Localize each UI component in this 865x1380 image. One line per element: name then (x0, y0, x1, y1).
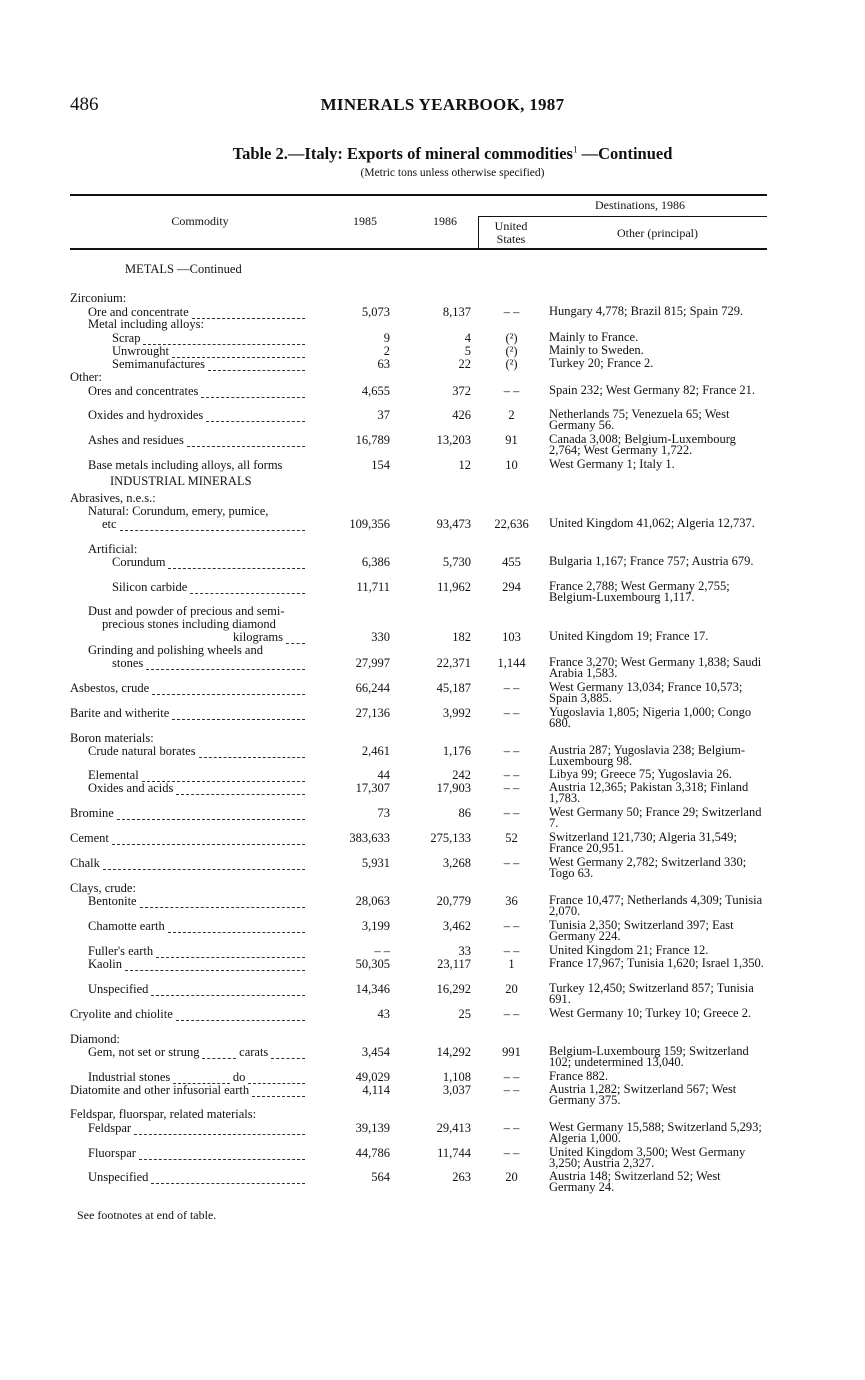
commodity-cell (88, 1147, 305, 1160)
dot-leader (168, 559, 305, 569)
value-united-states: 2 (508, 408, 515, 422)
destinations-other: France 10,477; Netherlands 4,309; Tunisia 2,070. (549, 893, 763, 918)
value-1986: 242 (452, 768, 471, 782)
dot-leader (248, 1074, 305, 1084)
commodity-label: Other: (70, 370, 102, 384)
value-united-states: – – (503, 1007, 520, 1021)
table-row (0, 556, 865, 570)
dot-leader (208, 361, 305, 371)
commodity-label: Artificial: (88, 542, 138, 556)
destinations-other: Turkey 12,450; Switzerland 857; Tunisia 691. (549, 981, 754, 1006)
dot-leader (201, 388, 305, 398)
value-1985: 44,786 (355, 1146, 390, 1160)
value-1986: 22,371 (436, 656, 471, 670)
dot-leader (140, 898, 305, 908)
commodity-cell (88, 895, 305, 908)
commodity-label: Diatomite and other infusorial earth (70, 1083, 250, 1097)
value-united-states: – – (503, 768, 520, 782)
header-1986: 1986 (433, 214, 457, 228)
table-row (0, 780, 865, 805)
value-1986: 93,473 (436, 517, 471, 531)
value-1985: 5,073 (361, 305, 390, 319)
value-1986: 13,203 (436, 433, 471, 447)
commodity-label: Chamotte earth (88, 919, 165, 933)
commodity-label: Elemental (88, 768, 139, 782)
value-united-states: – – (503, 384, 520, 398)
dot-leader (202, 1049, 236, 1059)
commodity-label: Ore and concentrate (88, 305, 189, 319)
value-1986: 22 (458, 357, 471, 371)
value-1986: 3,268 (442, 856, 471, 870)
destinations-other: West Germany 13,034; France 10,573; Spain 3,885. (549, 680, 743, 705)
commodity-label: Corundum (112, 555, 166, 569)
destinations-other: Bulgaria 1,167; France 757; Austria 679. (549, 554, 754, 568)
value-united-states: 991 (502, 1045, 521, 1059)
value-1985: 4,114 (362, 1083, 390, 1097)
table-row (0, 518, 865, 532)
destinations-other: Switzerland 121,730; Algeria 31,549; France 20,951. (549, 830, 737, 855)
commodity-cell (88, 1122, 305, 1135)
commodity-cell (70, 832, 305, 845)
table-subtitle: (Metric tons unless otherwise specified) (360, 167, 545, 179)
value-1986: 11,744 (437, 1146, 471, 1160)
value-1986: 5 (464, 344, 471, 358)
commodity-cell (102, 518, 305, 531)
value-1986: 29,413 (436, 1121, 471, 1135)
commodity-label: METALS —Continued (125, 262, 242, 276)
dot-leader (151, 986, 305, 996)
value-united-states: 103 (502, 630, 521, 644)
commodity-cell (88, 459, 282, 472)
dot-leader (112, 835, 305, 845)
destinations-other: Netherlands 75; Venezuela 65; West Germany 56. (549, 407, 730, 432)
table-row (0, 1044, 865, 1069)
commodity-cell (112, 556, 305, 569)
value-1986: 23,117 (437, 957, 471, 971)
value-1985: 9 (383, 331, 390, 345)
dot-leader (252, 1087, 305, 1097)
value-1985: 11,711 (356, 580, 390, 594)
dot-leader (187, 437, 305, 447)
value-1985: 49,029 (355, 1070, 390, 1084)
value-1985: 3,454 (361, 1045, 390, 1059)
commodity-label: Oxides and acids (88, 781, 174, 795)
dot-leader (199, 748, 305, 758)
value-1986: 12 (458, 458, 471, 472)
destinations-other: France 17,967; Tunisia 1,620; Israel 1,350. (549, 956, 764, 970)
commodity-label: Fluorspar (88, 1146, 136, 1160)
value-1985: 16,789 (355, 433, 390, 447)
united-states-divider (478, 216, 479, 248)
dot-leader (125, 961, 305, 971)
value-united-states: (²) (505, 357, 518, 371)
commodity-label: Fuller's earth (88, 944, 154, 958)
destinations-rule (478, 216, 767, 217)
commodity-label: Base metals including alloys, all forms (88, 458, 283, 472)
dot-leader (176, 1011, 305, 1021)
table-row (0, 1008, 865, 1022)
destinations-other: Spain 232; West Germany 82; France 21. (549, 383, 756, 397)
header-1985: 1985 (353, 214, 377, 228)
destinations-other: France 3,270; West Germany 1,838; Saudi Arabia 1,583. (549, 655, 762, 680)
value-1986: 14,292 (436, 1045, 471, 1059)
table-row (0, 918, 865, 943)
destinations-other: Austria 1,282; Switzerland 567; West Germany 375. (549, 1082, 737, 1107)
commodity-cell (110, 475, 252, 488)
value-united-states: 91 (505, 433, 518, 447)
value-united-states: (²) (505, 344, 518, 358)
dot-leader (151, 1174, 305, 1184)
value-1985: – – (374, 944, 390, 958)
table-row (0, 358, 865, 372)
commodity-label: Industrial stones (88, 1070, 171, 1084)
destinations-other: West Germany 10; Turkey 10; Greece 2. (549, 1006, 752, 1020)
commodity-label: Natural: Corundum, emery, pumice, (88, 504, 269, 518)
value-united-states: – – (503, 706, 520, 720)
value-1985: 27,997 (355, 656, 390, 670)
value-united-states: – – (503, 919, 520, 933)
table-row (0, 855, 865, 880)
commodity-label: Asbestos, crude (70, 681, 150, 695)
commodity-cell (112, 581, 305, 594)
dot-leader (206, 412, 305, 422)
commodity-cell (112, 657, 305, 670)
commodity-cell (88, 385, 305, 398)
dot-leader (134, 1125, 305, 1135)
dot-leader (156, 948, 305, 958)
value-1986: 4 (464, 331, 471, 345)
value-united-states: 22,636 (494, 517, 529, 531)
value-1986: 263 (452, 1170, 471, 1184)
destinations-other: France 2,788; West Germany 2,755; Belgium-Luxembourg 1,117. (549, 579, 730, 604)
commodity-label: Kaolin (88, 957, 123, 971)
value-united-states: 36 (505, 894, 518, 908)
value-1986: 8,137 (442, 305, 471, 319)
commodity-label: Oxides and hydroxides (88, 408, 204, 422)
value-1986: 3,992 (442, 706, 471, 720)
value-1986: 17,903 (436, 781, 471, 795)
unit-label: carats (239, 1045, 269, 1059)
commodity-cell (88, 782, 305, 795)
table-row (0, 459, 865, 473)
value-united-states: 1 (508, 957, 515, 971)
table-row (0, 705, 865, 730)
value-1986: 25 (458, 1007, 471, 1021)
value-united-states: – – (503, 305, 520, 319)
table-row (0, 1145, 865, 1170)
page-number: 486 (70, 94, 99, 115)
value-1985: 109,356 (349, 517, 390, 531)
commodity-cell (88, 920, 305, 933)
commodity-label: INDUSTRIAL MINERALS (110, 474, 252, 488)
commodity-label: Unspecified (88, 1170, 149, 1184)
value-1986: 182 (452, 630, 471, 644)
table-row (0, 475, 865, 489)
commodity-cell (70, 707, 305, 720)
commodity-cell (88, 745, 305, 758)
commodity-label: Unspecified (88, 982, 149, 996)
value-united-states: – – (503, 744, 520, 758)
value-1985: 2,461 (361, 744, 390, 758)
destinations-other: Austria 12,365; Pakistan 3,318; Finland 1,783. (549, 780, 749, 805)
value-1985: 17,307 (355, 781, 390, 795)
table-row (0, 680, 865, 705)
dot-leader (117, 810, 305, 820)
dot-leader (176, 785, 305, 795)
commodity-label: Chalk (70, 856, 100, 870)
destinations-other: Libya 99; Greece 75; Yugoslavia 26. (549, 767, 732, 781)
dot-leader (139, 1150, 305, 1160)
value-united-states: 20 (505, 1170, 518, 1184)
destinations-other: Canada 3,008; Belgium-Luxembourg 2,764; West Germany 1,722. (549, 432, 736, 457)
value-1985: 50,305 (355, 957, 390, 971)
commodity-cell (70, 292, 126, 305)
destinations-other: Yugoslavia 1,805; Nigeria 1,000; Congo 680. (549, 705, 752, 730)
commodity-cell (70, 371, 102, 384)
destinations-other: West Germany 50; France 29; Switzerland 7. (549, 805, 762, 830)
value-united-states: 294 (502, 580, 521, 594)
value-united-states: – – (503, 806, 520, 820)
value-1986: 275,133 (430, 831, 471, 845)
commodity-cell (70, 857, 305, 870)
value-1985: 39,139 (355, 1121, 390, 1135)
value-1986: 1,108 (442, 1070, 471, 1084)
value-1985: 27,136 (355, 706, 390, 720)
value-1986: 3,037 (442, 1083, 471, 1097)
value-1985: 73 (377, 806, 390, 820)
value-1986: 5,730 (442, 555, 471, 569)
destinations-other: West Germany 1; Italy 1. (549, 457, 675, 471)
commodity-cell (70, 682, 305, 695)
table-row (0, 1082, 865, 1107)
commodity-label: Bromine (70, 806, 114, 820)
header-bottom-rule (70, 248, 767, 250)
commodity-cell (88, 318, 204, 331)
value-1985: 330 (371, 630, 390, 644)
table-footnote: See footnotes at end of table. (77, 1208, 217, 1222)
value-1986: 372 (452, 384, 471, 398)
value-1985: 6,386 (361, 555, 390, 569)
commodity-cell (70, 1108, 256, 1121)
commodity-cell (88, 1046, 305, 1059)
dot-leader (103, 860, 305, 870)
value-1985: 63 (377, 357, 390, 371)
commodity-cell (88, 983, 305, 996)
value-1985: 5,931 (361, 856, 390, 870)
commodity-label: Dust and powder of precious and semi- (88, 604, 285, 618)
table-row (0, 618, 865, 632)
table-title-suffix: —Continued (577, 144, 673, 163)
dot-leader (120, 521, 305, 531)
commodity-label: kilograms (233, 630, 283, 644)
top-rule (70, 194, 767, 196)
value-1985: 66,244 (355, 681, 390, 695)
dot-leader (146, 660, 305, 670)
value-united-states: 10 (505, 458, 518, 472)
commodity-label: Bentonite (88, 894, 137, 908)
value-1986: 1,176 (442, 744, 471, 758)
commodity-label: Grinding and polishing wheels and (88, 643, 263, 657)
commodity-label: stones (112, 656, 144, 670)
destinations-other: Austria 287; Yugoslavia 238; Belgium-Luxembourg 98. (549, 743, 746, 768)
table-title-text: Table 2.—Italy: Exports of mineral commodities (232, 144, 573, 163)
value-united-states: – – (503, 1121, 520, 1135)
value-united-states: – – (503, 781, 520, 795)
commodity-label: Zirconium: (70, 291, 127, 305)
commodity-cell (88, 434, 305, 447)
destinations-other: United Kingdom 41,062; Algeria 12,737. (549, 516, 755, 530)
dot-leader (286, 634, 305, 644)
dot-leader (168, 923, 305, 933)
dot-leader (172, 710, 305, 720)
value-united-states: – – (503, 1083, 520, 1097)
commodity-label: Gem, not set or strung (88, 1045, 200, 1059)
table-row (0, 981, 865, 1006)
table-row (0, 805, 865, 830)
commodity-label: Scrap (112, 331, 141, 345)
table-row (0, 893, 865, 918)
table-row (0, 830, 865, 855)
table-row (0, 1120, 865, 1145)
table-row (0, 407, 865, 432)
commodity-label: Ores and concentrates (88, 384, 199, 398)
unit-label: do (232, 1070, 246, 1084)
value-united-states: 1,144 (497, 656, 526, 670)
commodity-label: precious stones including diamond (102, 617, 276, 631)
value-united-states: 20 (505, 982, 518, 996)
header-other-principal: Other (principal) (617, 226, 698, 240)
commodity-label: Barite and witherite (70, 706, 170, 720)
value-united-states: 455 (502, 555, 521, 569)
running-head: MINERALS YEARBOOK, 1987 (320, 95, 565, 114)
commodity-label: Clays, crude: (70, 881, 136, 895)
value-1986: 11,962 (437, 580, 471, 594)
commodity-label: Feldspar, fluorspar, related materials: (70, 1107, 257, 1121)
value-1986: 45,187 (436, 681, 471, 695)
title-footnote-marker: 1 (572, 144, 578, 155)
value-1985: 14,346 (355, 982, 390, 996)
destinations-other: Tunisia 2,350; Switzerland 397; East Germany 224. (549, 918, 734, 943)
value-united-states: – – (503, 944, 520, 958)
value-1986: 86 (458, 806, 471, 820)
commodity-cell (88, 958, 305, 971)
value-1985: 564 (371, 1170, 390, 1184)
destinations-other: Hungary 4,778; Brazil 815; Spain 729. (549, 304, 744, 318)
header-commodity: Commodity (171, 214, 229, 228)
dot-leader (152, 685, 305, 695)
value-united-states: 52 (505, 831, 518, 845)
destinations-other: West Germany 15,588; Switzerland 5,293; Algeria 1,000. (549, 1120, 762, 1145)
commodity-label: Cryolite and chiolite (70, 1007, 173, 1021)
commodity-label: Silicon carbide (112, 580, 188, 594)
value-1985: 28,063 (355, 894, 390, 908)
table-title (0, 144, 865, 164)
value-1986: 20,779 (436, 894, 471, 908)
commodity-label: Cement (70, 831, 109, 845)
value-1985: 154 (371, 458, 390, 472)
commodity-cell (112, 358, 305, 371)
table-row (0, 432, 865, 457)
header-destinations: Destinations, 1986 (595, 198, 685, 212)
commodity-label: Feldspar (88, 1121, 132, 1135)
value-1985: 4,655 (361, 384, 390, 398)
value-1985: 2 (383, 344, 390, 358)
table-row (0, 318, 865, 332)
destinations-other: Belgium-Luxembourg 159; Switzerland 102; undetermined 13,040. (549, 1044, 749, 1069)
commodity-cell (70, 1008, 305, 1021)
value-united-states: – – (503, 1146, 520, 1160)
table-row (0, 655, 865, 680)
table-row (0, 263, 865, 277)
value-1985: 37 (377, 408, 390, 422)
destinations-other: United Kingdom 3,500; West Germany 3,250; Austria 2,327. (549, 1145, 746, 1170)
destinations-other: Mainly to Sweden. (549, 343, 644, 357)
table-row (0, 579, 865, 604)
commodity-cell (70, 807, 305, 820)
value-united-states: – – (503, 681, 520, 695)
commodity-label: Abrasives, n.e.s.: (70, 491, 156, 505)
value-1985: 3,199 (361, 919, 390, 933)
destinations-other: France 882. (549, 1069, 609, 1083)
destinations-other: Mainly to France. (549, 330, 639, 344)
value-united-states: – – (503, 856, 520, 870)
commodity-label: Semimanufactures (112, 357, 206, 371)
value-united-states: – – (503, 1070, 520, 1084)
commodity-cell (125, 263, 242, 276)
commodity-label: Metal including alloys: (88, 317, 204, 331)
commodity-cell (70, 1084, 305, 1097)
table-row (0, 958, 865, 972)
destinations-other: Turkey 20; France 2. (549, 356, 654, 370)
value-1985: 44 (377, 768, 390, 782)
header-united-states: United States (494, 219, 528, 246)
destinations-other: United Kingdom 21; France 12. (549, 943, 709, 957)
value-1986: 426 (452, 408, 471, 422)
commodity-label: etc (102, 517, 117, 531)
commodity-label: Ashes and residues (88, 433, 184, 447)
commodity-label: Diamond: (70, 1032, 120, 1046)
commodity-cell (88, 409, 305, 422)
destinations-other: United Kingdom 19; France 17. (549, 629, 709, 643)
commodity-label: Crude natural borates (88, 744, 196, 758)
value-1985: 43 (377, 1007, 390, 1021)
table-row (0, 385, 865, 399)
value-1986: 33 (458, 944, 471, 958)
dot-leader (271, 1049, 305, 1059)
dot-leader (190, 584, 305, 594)
destinations-other: West Germany 2,782; Switzerland 330; Togo 63. (549, 855, 747, 880)
table-row (0, 1169, 865, 1194)
destinations-other: Austria 148; Switzerland 52; West Germany 24. (549, 1169, 721, 1194)
value-united-states: (²) (505, 331, 518, 345)
value-1986: 3,462 (442, 919, 471, 933)
commodity-cell (88, 1171, 305, 1184)
value-1986: 16,292 (436, 982, 471, 996)
value-1985: 383,633 (349, 831, 390, 845)
commodity-label: Unwrought (112, 344, 169, 358)
commodity-label: Boron materials: (70, 731, 154, 745)
table-row (0, 743, 865, 768)
